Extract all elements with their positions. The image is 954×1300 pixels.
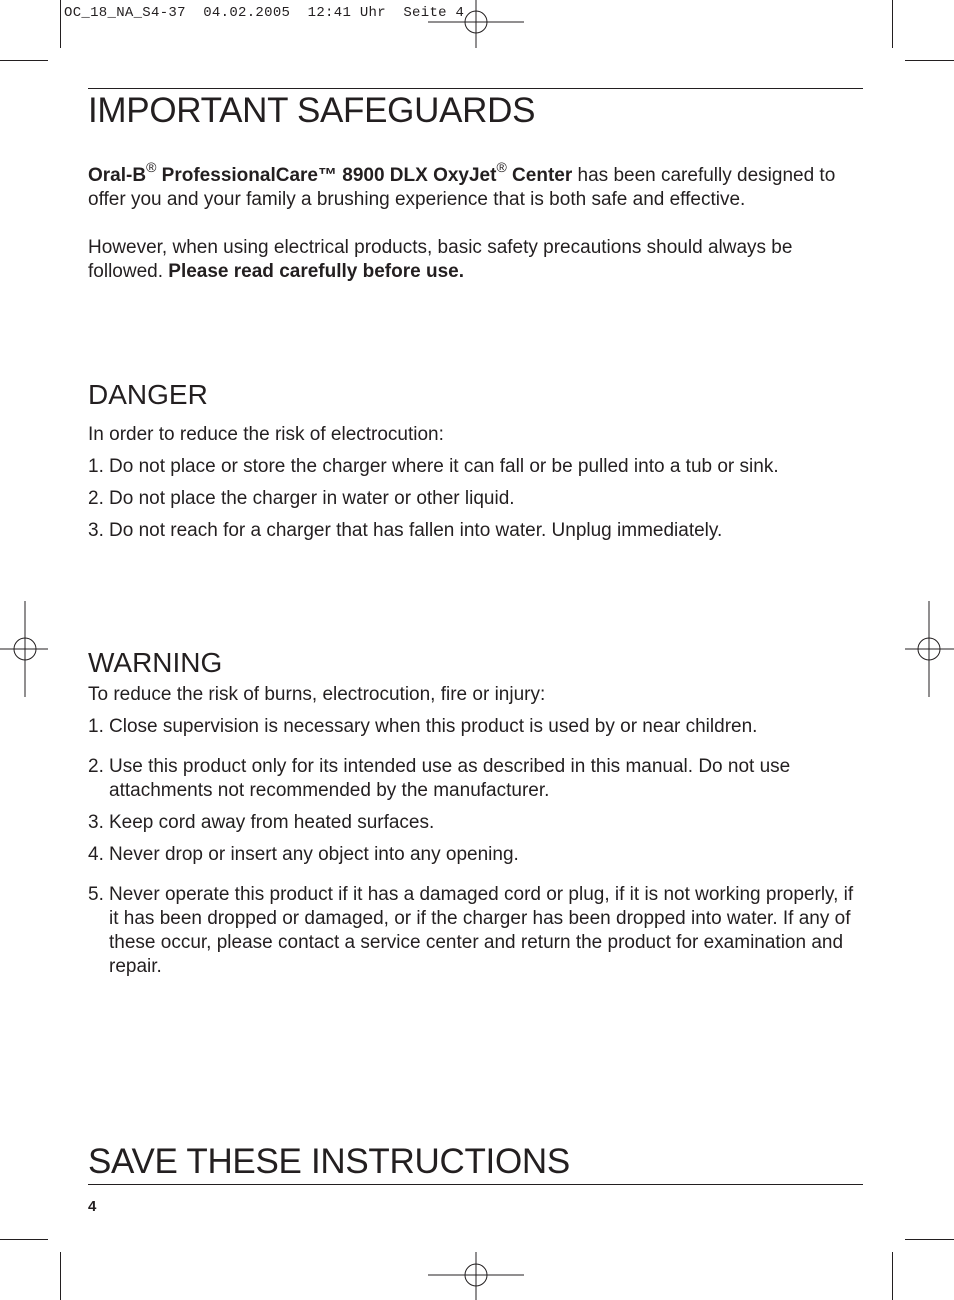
page-title: IMPORTANT SAFEGUARDS	[88, 91, 536, 130]
danger-item-number: 3.	[88, 520, 104, 541]
warning-item-text: Never drop or insert any object into any opening.	[109, 844, 519, 865]
warning-item-number: 1.	[88, 716, 104, 737]
print-slug: OC_18_NA_S4-37 04.02.2005 12:41 Uhr Seite 4	[64, 5, 465, 21]
danger-item-number: 1.	[88, 456, 104, 477]
warning-item-number: 3.	[88, 812, 104, 833]
top-rule	[88, 88, 863, 89]
warning-item-text: Use this product only for its intended use as described in this manual. Do not use attachments not recommended by the manufacturer.	[109, 756, 791, 801]
crop-mark-top-left-horizontal	[0, 60, 48, 61]
warning-item-number: 4.	[88, 844, 104, 865]
warning-lead: To reduce the risk of burns, electrocution, fire or injury:	[88, 684, 546, 705]
danger-item-text: Do not place or store the charger where it can fall or be pulled into a tub or sink.	[109, 456, 779, 477]
crop-mark-bottom-left-vertical	[60, 1252, 61, 1300]
warning-item	[88, 811, 863, 835]
crop-mark-top-left-vertical	[60, 0, 61, 48]
warning-item-text: Close supervision is necessary when this product is used by or near children.	[109, 716, 758, 737]
precaution-paragraph	[88, 236, 863, 284]
registration-mark-right-icon	[905, 601, 954, 697]
intro-text: has been carefully designed to offer you and your family a brushing experience that is both safe and effective.	[88, 165, 836, 210]
registered-mark: ®	[146, 158, 157, 175]
danger-lead: In order to reduce the risk of electrocution:	[88, 424, 444, 445]
warning-heading: WARNING	[88, 647, 223, 678]
warning-item-text: Keep cord away from heated surfaces.	[109, 812, 435, 833]
intro-paragraph	[88, 158, 863, 212]
warning-item	[88, 843, 863, 867]
danger-item	[88, 519, 863, 543]
brand-name: Oral-B	[88, 165, 147, 186]
page-number: 4	[88, 1198, 97, 1215]
crop-mark-top-right-horizontal	[905, 60, 954, 61]
crop-mark-bottom-left-horizontal	[0, 1239, 48, 1240]
save-instructions-title: SAVE THESE INSTRUCTIONS	[88, 1142, 570, 1181]
registration-mark-bottom-icon	[428, 1252, 524, 1300]
danger-heading: DANGER	[88, 379, 208, 410]
registration-mark-left-icon	[0, 601, 48, 697]
precaution-text: However, when using electrical products, basic safety precautions should always be followed.	[88, 237, 793, 282]
product-center: Center	[506, 165, 573, 186]
danger-item	[88, 487, 863, 511]
crop-mark-bottom-right-horizontal	[905, 1239, 954, 1240]
warning-item-number: 2.	[88, 756, 104, 777]
product-name: ProfessionalCare™ 8900 DLX OxyJet	[156, 165, 497, 186]
warning-item-text: Never operate this product if it has a damaged cord or plug, if it is not working properly, if it has been dropped or damaged, or if the charger has been dropped into water. If any of these occur, please contact a service center and return the product for examination and repair.	[109, 884, 854, 977]
warning-item-number: 5.	[88, 884, 104, 905]
warning-item	[88, 883, 863, 979]
crop-mark-bottom-right-vertical	[892, 1252, 893, 1300]
danger-item-number: 2.	[88, 488, 104, 509]
bottom-rule	[88, 1184, 863, 1185]
danger-item-text: Do not reach for a charger that has fallen into water. Unplug immediately.	[109, 520, 723, 541]
precaution-emphasis: Please read carefully before use.	[168, 261, 464, 282]
crop-mark-top-right-vertical	[892, 0, 893, 48]
warning-item	[88, 755, 863, 803]
registration-mark-top-icon	[428, 0, 524, 48]
danger-item-text: Do not place the charger in water or other liquid.	[109, 488, 515, 509]
warning-item	[88, 715, 863, 739]
registered-mark: ®	[496, 158, 507, 175]
danger-item	[88, 455, 863, 479]
